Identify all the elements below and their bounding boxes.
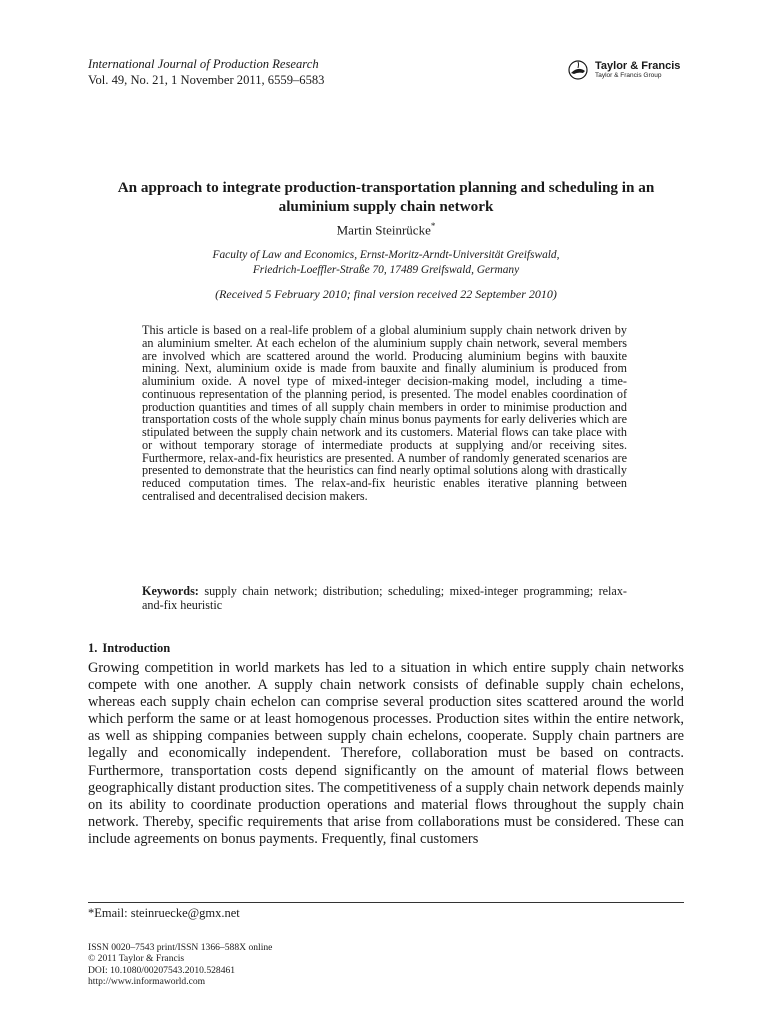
title-block bbox=[88, 178, 684, 302]
journal-name: International Journal of Production Research bbox=[88, 57, 319, 71]
section-heading bbox=[88, 641, 170, 656]
publisher-logo bbox=[566, 60, 680, 80]
doi: DOI: 10.1080/00207543.2010.528461 bbox=[88, 964, 236, 976]
introduction-body: Growing competition in world markets has led to a situation in which entire supply chain networks compete with one another. A supply chain network consists of definable supply chain echelons, whereas each supply chain echelon can comprise several production sites scattered around the world which perform the same or at least homogenous processes. Production sites within the entire network, as well as shipping companies between supply chain echelons, cooperate. Supply chain partners are legally and economically independent. Therefore, collaboration must be based on contracts. Furthermore, transportation costs depend significantly on the amount of material flows between geographically distant production sites. The competitiveness of a supply chain network depends mainly on its ability to coordinate production operations and material flows throughout the supply chain network. Thereby, specific requirements that arise from collaborations must be considered. These can include agreements on bonus payments. Frequently, final customers bbox=[88, 660, 684, 847]
publication-info bbox=[88, 942, 272, 988]
footnote-email: *Email: steinruecke@gmx.net bbox=[88, 906, 240, 920]
section-number: 1. bbox=[88, 641, 98, 655]
author-name: Martin Steinrücke bbox=[336, 222, 431, 238]
affiliation-line-2: Friedrich-Loeffler-Straße 70, 17489 Greifswald, Germany bbox=[252, 264, 520, 277]
keywords-label: Keywords: bbox=[142, 584, 199, 598]
website-link[interactable]: http://www.informaworld.com bbox=[88, 976, 206, 988]
keywords-list: supply chain network; distribution; scheduling; mixed-integer programming; relax-and-fix heuristic bbox=[142, 584, 627, 612]
copyright: © 2011 Taylor & Francis bbox=[88, 953, 185, 965]
footnote-divider bbox=[88, 902, 684, 903]
article-title: An approach to integrate production-transportation planning and scheduling in an aluminium supply chain network bbox=[117, 179, 655, 215]
abstract: This article is based on a real-life problem of a global aluminium supply chain network driven by an aluminium smelter. At each echelon of the aluminium supply chain network, several members are involved which are scattered around the world. Producing aluminium begins with bauxite mining. Next, aluminium oxide is made from bauxite and finally aluminium is produced from aluminium oxide. A novel type of mixed-integer decision-making model, including a time-continuous representation of the planning period, is presented. The model enables coordination of production quantities and times of all supply chain members in order to minimise production and transportation costs of the whole supply chain minus bonus payments for early deliveries which are stipulated between the supply chain network and its customers. Material flows can take place with or without temporary storage of intermediate products at supplying and/or receiving sites. Furthermore, relax-and-fix heuristics are presented. A number of randomly generated scenarios are presented to demonstrate that the heuristics can find nearly optimal solutions along with drastically reduced computation times. The relax-and-fix heuristic enables iterative planning between centralised and decentralised decision makers. bbox=[142, 323, 627, 503]
section-title: Introduction bbox=[102, 641, 171, 655]
author bbox=[88, 221, 684, 238]
publisher-group: Taylor & Francis Group bbox=[595, 71, 662, 79]
affiliation bbox=[88, 248, 684, 278]
taylor-francis-lamp-icon bbox=[566, 60, 590, 80]
volume-info: Vol. 49, No. 21, 1 November 2011, 6559–6583 bbox=[88, 73, 325, 87]
affiliation-line-1: Faculty of Law and Economics, Ernst-Moritz-Arndt-Universität Greifswald, bbox=[212, 249, 560, 262]
publisher-name: Taylor & Francis bbox=[595, 59, 681, 72]
issn: ISSN 0020–7543 print/ISSN 1366–588X online bbox=[88, 942, 273, 953]
received-dates: (Received 5 February 2010; final version received 22 September 2010) bbox=[215, 287, 557, 302]
journal-header bbox=[88, 56, 324, 88]
keywords bbox=[142, 584, 627, 612]
author-footnote-mark: * bbox=[430, 221, 436, 231]
